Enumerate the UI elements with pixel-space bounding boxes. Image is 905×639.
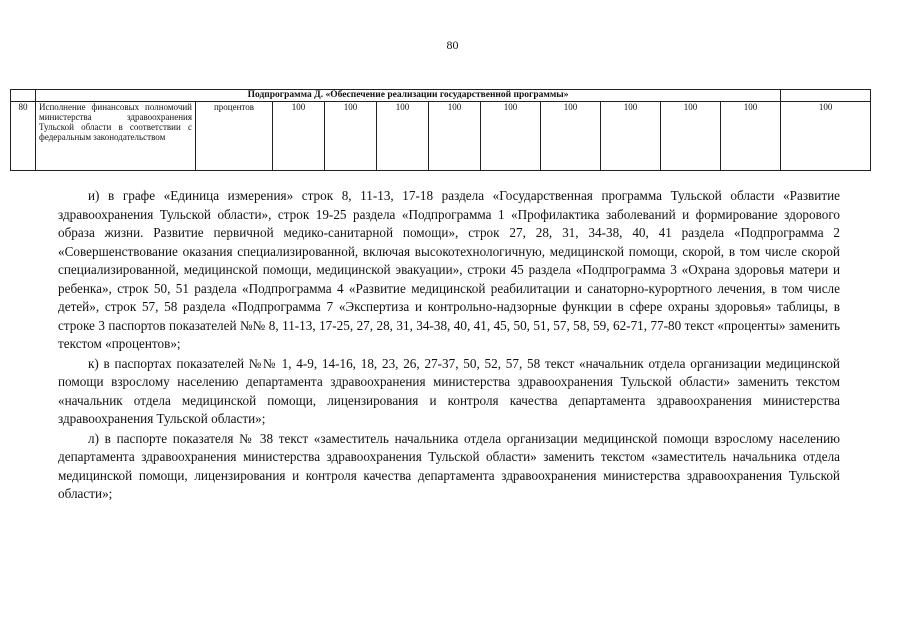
row-value: 100 — [721, 102, 781, 171]
subprogram-header: Подпрограмма Д. «Обеспечение реализации государственной программы» — [36, 90, 781, 102]
page-number: 80 — [446, 38, 459, 52]
row-number: 80 — [11, 102, 36, 171]
row-value: 100 — [541, 102, 601, 171]
table-row — [11, 102, 871, 171]
paragraph-l: л) в паспорте показателя № 38 текст «заместитель начальника отдела организации медицинской помощи взрослому населению департамента здравоохранения министерства здравоохранения Тульской области» заменить текстом «заместитель начальника отдела медицинской помощи, лицензирования и контроля качества департамента здравоохранения министерства здравоохранения Тульской области»; — [58, 430, 840, 501]
indicator-table — [10, 89, 871, 171]
paragraph-i: и) в графе «Единица измерения» строк 8, 11-13, 17-18 раздела «Государственная программа Тульской области «Развитие здравоохранения Тульской области», строк 19-25 раздела «Подпрограмма 1 «Профилактика заболеваний и формирование здорового образа жизни. Развитие первичной медико-санитарной помощи», строк 27, 28, 31, 34-38, 40, 41 раздела «Подпрограмма 2 «Совершенствование оказания специализированной, включая высокотехнологичную, медицинской помощи, скорой, в том числе скорой специализированной, медицинской помощи, медицинской эвакуации», строки 45 раздела «Подпрограмма 3 «Охрана здоровья матери и ребенка», строк 50, 51 раздела «Подпрограмма 4 «Развитие медицинской реабилитации и санаторно-курортного лечения, в том числе детей», строк 57, 58 раздела «Подпрограмма 7 «Экспертиза и контрольно-надзорные функции в сфере охраны здоровья» таблицы, в строке 3 паспортов показателей №№ 8, 11-13, 17-25, 27, 28, 31, 34-38, 40, 41, 45, 50, 51, 57, 58, 59, 62-71, 77-80 текст «проценты» заменить текстом «процентов»; — [58, 188, 840, 351]
paragraph-k: к) в паспортах показателей №№ 1, 4-9, 14-16, 18, 23, 26, 27-37, 50, 52, 57, 58 текст «начальник отдела организации медицинской помощи взрослому населению департамента здравоохранения министерства здравоохранения Тульской области» заменить текстом «начальник отдела медицинской помощи, лицензирования и контроля качества департамента здравоохранения министерства здравоохранения Тульской области»; — [58, 355, 840, 426]
row-value: 100 — [601, 102, 661, 171]
row-value: 100 — [661, 102, 721, 171]
row-value: 100 — [781, 102, 871, 171]
row-value: 100 — [273, 102, 325, 171]
document-body — [58, 187, 840, 505]
row-description: Исполнение финансовых полномочий министерства здравоохранения Тульской области в соответствии с федеральным законодательством — [36, 102, 196, 171]
row-value: 100 — [325, 102, 377, 171]
row-value: 100 — [377, 102, 429, 171]
row-value: 100 — [429, 102, 481, 171]
row-unit: процентов — [196, 102, 273, 171]
row-value: 100 — [481, 102, 541, 171]
